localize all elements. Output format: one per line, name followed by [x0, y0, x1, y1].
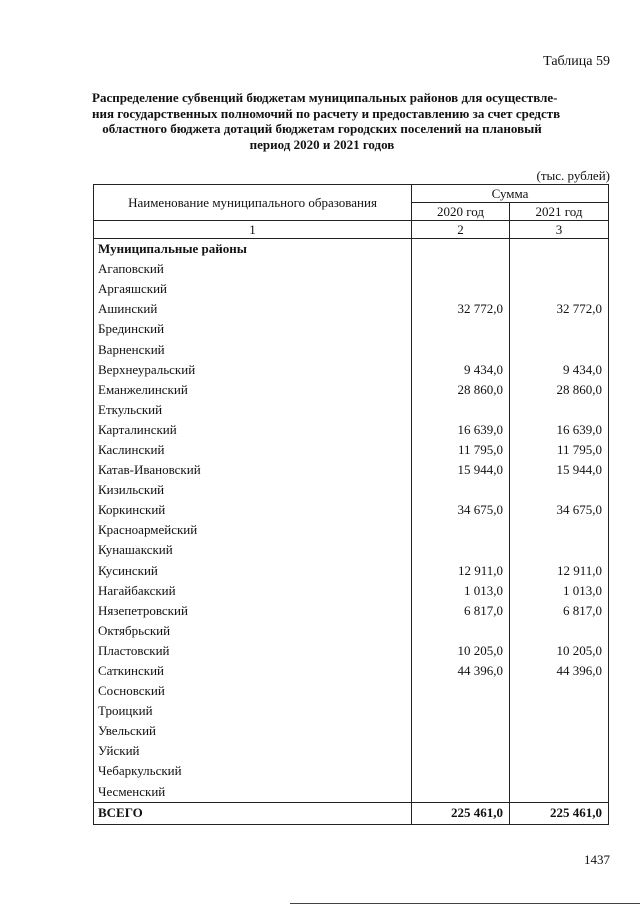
- table-label: Таблица 59: [543, 54, 610, 69]
- total-2020: 225 461,0: [412, 802, 510, 824]
- value-2021: [510, 621, 609, 641]
- district-name: Красноармейский: [94, 520, 412, 540]
- value-2021: [510, 721, 609, 741]
- table-row: [94, 319, 609, 339]
- value-2021: 32 772,0: [510, 299, 609, 319]
- title-line: ния государственных полномочий по расчету и предоставлению за счет средств: [92, 105, 561, 121]
- table-row: [94, 360, 609, 380]
- value-2020: 16 639,0: [412, 420, 510, 440]
- header-sum: Сумма: [412, 185, 609, 203]
- value-2020: [412, 782, 510, 803]
- value-2020: [412, 259, 510, 279]
- table-row: [94, 701, 609, 721]
- value-2020: 34 675,0: [412, 500, 510, 520]
- units-note: (тыс. рублей): [536, 168, 610, 183]
- table-row: [94, 681, 609, 701]
- document-title: [92, 90, 561, 152]
- table-row: [94, 400, 609, 420]
- value-2021: [510, 681, 609, 701]
- value-2020: [412, 400, 510, 420]
- value-2020: [412, 279, 510, 299]
- value-2020: 10 205,0: [412, 641, 510, 661]
- title-line: Распределение субвенций бюджетам муниципальных районов для осуществле-: [92, 90, 558, 105]
- value-2021: [510, 520, 609, 540]
- value-2020: 12 911,0: [412, 561, 510, 581]
- value-2021: [510, 279, 609, 299]
- district-name: Чесменский: [94, 782, 412, 803]
- district-name: Агаповский: [94, 259, 412, 279]
- value-2020: [412, 761, 510, 781]
- district-name: Аргаяшский: [94, 279, 412, 299]
- table-row: [94, 601, 609, 621]
- column-number: 1: [94, 221, 412, 239]
- district-name: Каслинский: [94, 440, 412, 460]
- total-row: [94, 802, 609, 824]
- table-row: [94, 420, 609, 440]
- value-2020: 6 817,0: [412, 601, 510, 621]
- district-name: Еткульский: [94, 400, 412, 420]
- table-row: [94, 480, 609, 500]
- value-2021: [510, 319, 609, 339]
- district-name: Пластовский: [94, 641, 412, 661]
- table-row: [94, 380, 609, 400]
- district-name: Уйский: [94, 741, 412, 761]
- value-2021: 44 396,0: [510, 661, 609, 681]
- value-2020: [412, 540, 510, 560]
- header-year-2020: 2020 год: [412, 203, 510, 221]
- district-name: Нагайбакский: [94, 581, 412, 601]
- table-row: [94, 279, 609, 299]
- table-row: [94, 299, 609, 319]
- value-2020: [412, 319, 510, 339]
- district-name: Варненский: [94, 339, 412, 359]
- value-2020: 9 434,0: [412, 360, 510, 380]
- section-row: [94, 239, 609, 260]
- column-number: 3: [510, 221, 609, 239]
- district-name: Верхнеуральский: [94, 360, 412, 380]
- value-2020: [412, 701, 510, 721]
- value-2020: 11 795,0: [412, 440, 510, 460]
- value-2020: [412, 621, 510, 641]
- district-name: Троицкий: [94, 701, 412, 721]
- table-row: [94, 621, 609, 641]
- table-row: [94, 761, 609, 781]
- value-2020: [412, 681, 510, 701]
- table-row: [94, 460, 609, 480]
- value-2020: 1 013,0: [412, 581, 510, 601]
- page-number: 1437: [584, 852, 610, 867]
- title-line: областного бюджета дотаций бюджетам городских поселений на плановый: [102, 121, 542, 136]
- district-name: Чебаркульский: [94, 761, 412, 781]
- value-2021: 16 639,0: [510, 420, 609, 440]
- district-name: Катав-Ивановский: [94, 460, 412, 480]
- district-name: Коркинский: [94, 500, 412, 520]
- value-2020: [412, 721, 510, 741]
- district-name: Еманжелинский: [94, 380, 412, 400]
- column-number: 2: [412, 221, 510, 239]
- value-2021: 28 860,0: [510, 380, 609, 400]
- value-2021: 6 817,0: [510, 601, 609, 621]
- table-row: [94, 641, 609, 661]
- value-2021: 9 434,0: [510, 360, 609, 380]
- value-2021: [510, 400, 609, 420]
- value-2021: 10 205,0: [510, 641, 609, 661]
- value-2020: 32 772,0: [412, 299, 510, 319]
- value-2021: [510, 259, 609, 279]
- table-row: [94, 782, 609, 803]
- total-label: ВСЕГО: [94, 802, 412, 824]
- district-name: Кусинский: [94, 561, 412, 581]
- section-title: Муниципальные районы: [94, 239, 412, 260]
- district-name: Сосновский: [94, 681, 412, 701]
- value-2020: 28 860,0: [412, 380, 510, 400]
- value-2020: [412, 520, 510, 540]
- table-row: [94, 440, 609, 460]
- value-2020: [412, 339, 510, 359]
- district-name: Саткинский: [94, 661, 412, 681]
- value-2021: [510, 701, 609, 721]
- value-2021: [510, 480, 609, 500]
- table-row: [94, 561, 609, 581]
- table-row: [94, 721, 609, 741]
- value-2021: [510, 741, 609, 761]
- district-name: Кизильский: [94, 480, 412, 500]
- value-2020: 44 396,0: [412, 661, 510, 681]
- value-2021: 11 795,0: [510, 440, 609, 460]
- district-name: Увельский: [94, 721, 412, 741]
- district-name: Октябрьский: [94, 621, 412, 641]
- district-name: Кунашакский: [94, 540, 412, 560]
- table-row: [94, 259, 609, 279]
- title-line: период 2020 и 2021 годов: [249, 136, 395, 152]
- header-year-2021: 2021 год: [510, 203, 609, 221]
- table-row: [94, 581, 609, 601]
- table-row: [94, 520, 609, 540]
- total-2021: 225 461,0: [510, 802, 609, 824]
- table-row: [94, 540, 609, 560]
- value-2021: [510, 339, 609, 359]
- value-2020: 15 944,0: [412, 460, 510, 480]
- table-row: [94, 741, 609, 761]
- district-name: Брединский: [94, 319, 412, 339]
- table-row: [94, 661, 609, 681]
- district-name: Нязепетровский: [94, 601, 412, 621]
- value-2021: [510, 761, 609, 781]
- value-2021: [510, 540, 609, 560]
- value-2020: [412, 741, 510, 761]
- table-row: [94, 500, 609, 520]
- value-2021: 15 944,0: [510, 460, 609, 480]
- value-2021: 12 911,0: [510, 561, 609, 581]
- header-name: Наименование муниципального образования: [94, 185, 412, 221]
- value-2020: [412, 480, 510, 500]
- value-2021: [510, 782, 609, 803]
- value-2021: 1 013,0: [510, 581, 609, 601]
- district-name: Ашинский: [94, 299, 412, 319]
- footer-divider: [290, 903, 640, 904]
- district-name: Карталинский: [94, 420, 412, 440]
- value-2021: 34 675,0: [510, 500, 609, 520]
- subsidy-table: [93, 184, 609, 825]
- table-row: [94, 339, 609, 359]
